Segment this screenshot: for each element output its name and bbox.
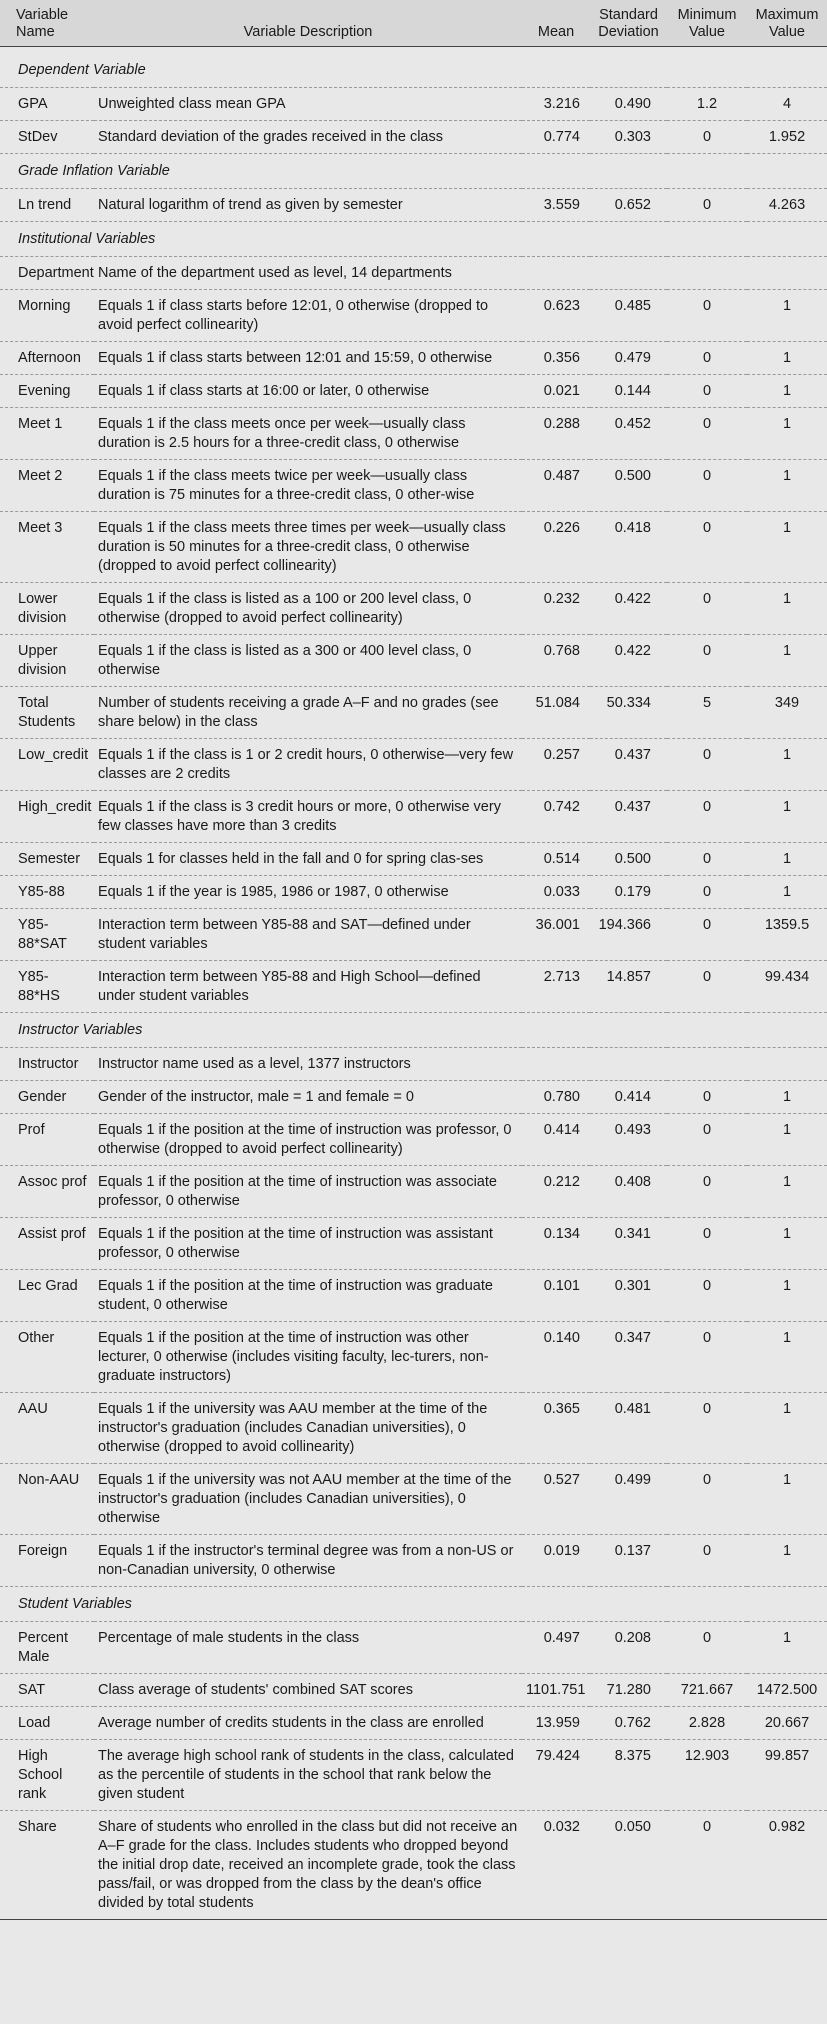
maximum-value-cell: 1359.5 — [747, 909, 827, 961]
variable-name-cell: Y85-88*HS — [0, 961, 94, 1013]
standard-deviation-cell: 0.437 — [590, 791, 667, 843]
variable-name-cell: Upper division — [0, 635, 94, 687]
minimum-value-cell: 0 — [667, 739, 747, 791]
maximum-value-cell: 1 — [747, 1322, 827, 1393]
standard-deviation-cell: 0.762 — [590, 1707, 667, 1740]
maximum-value-cell: 1 — [747, 1218, 827, 1270]
variable-description-cell: Average number of credits students in the class are enrolled — [94, 1707, 522, 1740]
mean-cell: 0.768 — [522, 635, 590, 687]
minimum-value-cell — [667, 257, 747, 290]
variable-description-cell: Interaction term between Y85-88 and SAT—defined under student variables — [94, 909, 522, 961]
variable-name-cell: Department — [0, 257, 94, 290]
section-row — [0, 154, 827, 189]
minimum-value-cell: 0 — [667, 961, 747, 1013]
maximum-value-cell: 1 — [747, 635, 827, 687]
standard-deviation-cell: 0.208 — [590, 1622, 667, 1674]
maximum-value-cell: 1 — [747, 408, 827, 460]
maximum-value-cell: 349 — [747, 687, 827, 739]
minimum-value-cell: 0 — [667, 189, 747, 222]
maximum-value-cell: 1 — [747, 1622, 827, 1674]
header-row — [0, 0, 827, 47]
variable-name-cell: Other — [0, 1322, 94, 1393]
maximum-value-cell: 1 — [747, 583, 827, 635]
variable-description-cell: Equals 1 if the class meets three times per week—usually class duration is 50 minutes for a three-credit class, 0 otherwise (dropped to avoid perfect collinearity) — [94, 512, 522, 583]
header-standard-deviation: Standard Deviation — [590, 0, 667, 47]
maximum-value-cell: 20.667 — [747, 1707, 827, 1740]
maximum-value-cell: 4 — [747, 88, 827, 121]
table-row — [0, 909, 827, 961]
section-title: Institutional Variables — [0, 222, 827, 257]
mean-cell: 0.257 — [522, 739, 590, 791]
minimum-value-cell: 0 — [667, 290, 747, 342]
variable-name-cell: Share — [0, 1811, 94, 1920]
header-minimum-value: Minimum Value — [667, 0, 747, 47]
table-row — [0, 1622, 827, 1674]
variable-name-cell: Prof — [0, 1114, 94, 1166]
table-row — [0, 687, 827, 739]
table-row — [0, 1707, 827, 1740]
standard-deviation-cell: 0.408 — [590, 1166, 667, 1218]
minimum-value-cell: 0 — [667, 342, 747, 375]
header-variable-name: Variable Name — [0, 0, 94, 47]
mean-cell: 0.140 — [522, 1322, 590, 1393]
standard-deviation-cell: 194.366 — [590, 909, 667, 961]
table-row — [0, 739, 827, 791]
minimum-value-cell: 0 — [667, 512, 747, 583]
minimum-value-cell: 0 — [667, 460, 747, 512]
table-row — [0, 1811, 827, 1920]
section-row — [0, 1587, 827, 1622]
maximum-value-cell: 99.857 — [747, 1740, 827, 1811]
variable-description-cell: Standard deviation of the grades received in the class — [94, 121, 522, 154]
maximum-value-cell: 0.982 — [747, 1811, 827, 1920]
standard-deviation-cell: 14.857 — [590, 961, 667, 1013]
minimum-value-cell: 0 — [667, 1166, 747, 1218]
mean-cell: 0.134 — [522, 1218, 590, 1270]
variable-description-cell: Gender of the instructor, male = 1 and female = 0 — [94, 1081, 522, 1114]
standard-deviation-cell: 8.375 — [590, 1740, 667, 1811]
maximum-value-cell: 1 — [747, 791, 827, 843]
variable-description-cell: Equals 1 if the position at the time of instruction was associate professor, 0 otherwise — [94, 1166, 522, 1218]
mean-cell: 13.959 — [522, 1707, 590, 1740]
minimum-value-cell: 12.903 — [667, 1740, 747, 1811]
variable-description-cell: Equals 1 if the instructor's terminal degree was from a non-US or non-Canadian university, 0 otherwise — [94, 1535, 522, 1587]
section-row — [0, 47, 827, 88]
table-row — [0, 512, 827, 583]
variable-name-cell: Y85-88 — [0, 876, 94, 909]
table-row — [0, 1114, 827, 1166]
table-row — [0, 88, 827, 121]
mean-cell: 0.019 — [522, 1535, 590, 1587]
variable-description-cell: The average high school rank of students in the class, calculated as the percentile of students in the school that rank below the given student — [94, 1740, 522, 1811]
table-row — [0, 1322, 827, 1393]
header-variable-description: Variable Description — [94, 0, 522, 47]
variable-name-cell: Lower division — [0, 583, 94, 635]
header-maximum-value: Maximum Value — [747, 0, 827, 47]
section-title: Dependent Variable — [0, 47, 827, 88]
variable-description-cell: Equals 1 if the class meets once per week—usually class duration is 2.5 hours for a three-credit class, 0 otherwise — [94, 408, 522, 460]
variable-description-cell: Equals 1 if class starts between 12:01 and 15:59, 0 otherwise — [94, 342, 522, 375]
table-row — [0, 1166, 827, 1218]
standard-deviation-cell: 0.479 — [590, 342, 667, 375]
variable-description-cell: Equals 1 for classes held in the fall and 0 for spring clas-ses — [94, 843, 522, 876]
mean-cell — [522, 257, 590, 290]
mean-cell: 0.101 — [522, 1270, 590, 1322]
section-title: Grade Inflation Variable — [0, 154, 827, 189]
variable-name-cell: Gender — [0, 1081, 94, 1114]
variable-description-cell: Equals 1 if the class is 3 credit hours or more, 0 otherwise very few classes have more than 3 credits — [94, 791, 522, 843]
mean-cell: 51.084 — [522, 687, 590, 739]
variable-name-cell: Meet 2 — [0, 460, 94, 512]
mean-cell: 0.032 — [522, 1811, 590, 1920]
variable-name-cell: Assist prof — [0, 1218, 94, 1270]
table-row — [0, 1464, 827, 1535]
maximum-value-cell: 1 — [747, 512, 827, 583]
standard-deviation-cell — [590, 1048, 667, 1081]
mean-cell: 0.288 — [522, 408, 590, 460]
mean-cell: 0.780 — [522, 1081, 590, 1114]
variable-name-cell: Semester — [0, 843, 94, 876]
variable-name-cell: Meet 3 — [0, 512, 94, 583]
minimum-value-cell: 0 — [667, 1535, 747, 1587]
minimum-value-cell: 0 — [667, 1114, 747, 1166]
standard-deviation-cell: 0.179 — [590, 876, 667, 909]
variable-name-cell: Low_credit — [0, 739, 94, 791]
maximum-value-cell: 1 — [747, 1535, 827, 1587]
maximum-value-cell: 1 — [747, 1166, 827, 1218]
maximum-value-cell: 1 — [747, 342, 827, 375]
table-row — [0, 1393, 827, 1464]
maximum-value-cell: 1 — [747, 290, 827, 342]
standard-deviation-cell: 0.050 — [590, 1811, 667, 1920]
mean-cell: 0.623 — [522, 290, 590, 342]
maximum-value-cell: 4.263 — [747, 189, 827, 222]
standard-deviation-cell: 0.452 — [590, 408, 667, 460]
maximum-value-cell: 1 — [747, 739, 827, 791]
standard-deviation-cell: 0.490 — [590, 88, 667, 121]
standard-deviation-cell: 0.437 — [590, 739, 667, 791]
maximum-value-cell: 1 — [747, 843, 827, 876]
variable-name-cell: Non-AAU — [0, 1464, 94, 1535]
mean-cell: 2.713 — [522, 961, 590, 1013]
minimum-value-cell: 0 — [667, 1322, 747, 1393]
mean-cell: 0.774 — [522, 121, 590, 154]
variable-description-cell: Name of the department used as level, 14 departments — [94, 257, 522, 290]
maximum-value-cell: 1 — [747, 1393, 827, 1464]
mean-cell: 0.232 — [522, 583, 590, 635]
section-title: Student Variables — [0, 1587, 827, 1622]
minimum-value-cell: 0 — [667, 1464, 747, 1535]
minimum-value-cell: 0 — [667, 583, 747, 635]
variable-description-cell: Percentage of male students in the class — [94, 1622, 522, 1674]
variable-name-cell: Meet 1 — [0, 408, 94, 460]
table-row — [0, 257, 827, 290]
mean-cell: 0.527 — [522, 1464, 590, 1535]
maximum-value-cell — [747, 257, 827, 290]
standard-deviation-cell: 0.485 — [590, 290, 667, 342]
table-row — [0, 635, 827, 687]
variable-name-cell: Afternoon — [0, 342, 94, 375]
mean-cell: 79.424 — [522, 1740, 590, 1811]
variable-name-cell: SAT — [0, 1674, 94, 1707]
variable-name-cell: Morning — [0, 290, 94, 342]
standard-deviation-cell: 0.418 — [590, 512, 667, 583]
minimum-value-cell: 0 — [667, 1218, 747, 1270]
variable-description-cell: Equals 1 if the year is 1985, 1986 or 1987, 0 otherwise — [94, 876, 522, 909]
table-row — [0, 1048, 827, 1081]
table-row — [0, 876, 827, 909]
minimum-value-cell: 0 — [667, 375, 747, 408]
variable-name-cell: High_credit — [0, 791, 94, 843]
mean-cell: 0.414 — [522, 1114, 590, 1166]
table-row — [0, 342, 827, 375]
standard-deviation-cell: 0.144 — [590, 375, 667, 408]
minimum-value-cell: 0 — [667, 635, 747, 687]
standard-deviation-cell: 0.499 — [590, 1464, 667, 1535]
standard-deviation-cell: 0.347 — [590, 1322, 667, 1393]
variable-name-cell: Assoc prof — [0, 1166, 94, 1218]
table-row — [0, 460, 827, 512]
maximum-value-cell: 1 — [747, 375, 827, 408]
table-row — [0, 375, 827, 408]
maximum-value-cell: 1 — [747, 1464, 827, 1535]
variable-name-cell: Total Students — [0, 687, 94, 739]
minimum-value-cell: 0 — [667, 1270, 747, 1322]
maximum-value-cell: 1 — [747, 1081, 827, 1114]
standard-deviation-cell: 0.137 — [590, 1535, 667, 1587]
section-title: Instructor Variables — [0, 1013, 827, 1048]
table-row — [0, 1674, 827, 1707]
variable-name-cell: Y85-88*SAT — [0, 909, 94, 961]
standard-deviation-cell: 71.280 — [590, 1674, 667, 1707]
variable-description-cell: Equals 1 if the class meets twice per week—usually class duration is 75 minutes for a three-credit class, 0 other-wise — [94, 460, 522, 512]
mean-cell — [522, 1048, 590, 1081]
mean-cell: 0.356 — [522, 342, 590, 375]
table-row — [0, 1081, 827, 1114]
standard-deviation-cell: 0.652 — [590, 189, 667, 222]
standard-deviation-cell: 50.334 — [590, 687, 667, 739]
maximum-value-cell: 1 — [747, 1114, 827, 1166]
minimum-value-cell: 721.667 — [667, 1674, 747, 1707]
standard-deviation-cell: 0.301 — [590, 1270, 667, 1322]
variable-name-cell: Ln trend — [0, 189, 94, 222]
maximum-value-cell — [747, 1048, 827, 1081]
section-row — [0, 222, 827, 257]
mean-cell: 0.742 — [522, 791, 590, 843]
variable-name-cell: GPA — [0, 88, 94, 121]
minimum-value-cell: 0 — [667, 909, 747, 961]
section-row — [0, 1013, 827, 1048]
standard-deviation-cell — [590, 257, 667, 290]
minimum-value-cell: 0 — [667, 791, 747, 843]
mean-cell: 0.514 — [522, 843, 590, 876]
minimum-value-cell: 0 — [667, 1622, 747, 1674]
standard-deviation-cell: 0.414 — [590, 1081, 667, 1114]
variable-name-cell: Lec Grad — [0, 1270, 94, 1322]
maximum-value-cell: 1 — [747, 876, 827, 909]
minimum-value-cell: 0 — [667, 843, 747, 876]
mean-cell: 0.033 — [522, 876, 590, 909]
standard-deviation-cell: 0.341 — [590, 1218, 667, 1270]
standard-deviation-cell: 0.500 — [590, 843, 667, 876]
variable-name-cell: StDev — [0, 121, 94, 154]
table-row — [0, 843, 827, 876]
variable-description-cell: Class average of students' combined SAT scores — [94, 1674, 522, 1707]
table-row — [0, 121, 827, 154]
header-mean: Mean — [522, 0, 590, 47]
table-row — [0, 290, 827, 342]
table-row — [0, 791, 827, 843]
minimum-value-cell: 0 — [667, 121, 747, 154]
table-body — [0, 47, 827, 1920]
standard-deviation-cell: 0.422 — [590, 583, 667, 635]
variable-description-cell: Unweighted class mean GPA — [94, 88, 522, 121]
variable-name-cell: Percent Male — [0, 1622, 94, 1674]
variable-description-cell: Equals 1 if the class is 1 or 2 credit hours, 0 otherwise—very few classes are 2 credits — [94, 739, 522, 791]
mean-cell: 0.487 — [522, 460, 590, 512]
variable-description-cell: Equals 1 if the position at the time of instruction was graduate student, 0 otherwise — [94, 1270, 522, 1322]
variable-description-cell: Natural logarithm of trend as given by semester — [94, 189, 522, 222]
minimum-value-cell: 0 — [667, 1393, 747, 1464]
mean-cell: 3.216 — [522, 88, 590, 121]
mean-cell: 0.226 — [522, 512, 590, 583]
mean-cell: 0.212 — [522, 1166, 590, 1218]
variable-name-cell: AAU — [0, 1393, 94, 1464]
mean-cell: 3.559 — [522, 189, 590, 222]
table-row — [0, 961, 827, 1013]
mean-cell: 0.021 — [522, 375, 590, 408]
minimum-value-cell: 0 — [667, 1081, 747, 1114]
variable-name-cell: High School rank — [0, 1740, 94, 1811]
minimum-value-cell: 0 — [667, 408, 747, 460]
standard-deviation-cell: 0.500 — [590, 460, 667, 512]
variable-description-cell: Equals 1 if class starts before 12:01, 0 otherwise (dropped to avoid perfect collinearity) — [94, 290, 522, 342]
standard-deviation-cell: 0.481 — [590, 1393, 667, 1464]
table-row — [0, 408, 827, 460]
mean-cell: 36.001 — [522, 909, 590, 961]
variable-description-cell: Instructor name used as a level, 1377 instructors — [94, 1048, 522, 1081]
minimum-value-cell: 2.828 — [667, 1707, 747, 1740]
minimum-value-cell: 5 — [667, 687, 747, 739]
variable-description-cell: Share of students who enrolled in the class but did not receive an A–F grade for the class. Includes students who dropped beyond the initial drop date, received an incomplete grade, took the class pass/fail, or was dropped from the class by the dean's office divided by total students — [94, 1811, 522, 1920]
minimum-value-cell — [667, 1048, 747, 1081]
maximum-value-cell: 1.952 — [747, 121, 827, 154]
variable-description-cell: Number of students receiving a grade A–F and no grades (see share below) in the class — [94, 687, 522, 739]
minimum-value-cell: 0 — [667, 1811, 747, 1920]
table-row — [0, 1270, 827, 1322]
variable-name-cell: Load — [0, 1707, 94, 1740]
table-row — [0, 189, 827, 222]
variable-name-cell: Instructor — [0, 1048, 94, 1081]
variable-name-cell: Foreign — [0, 1535, 94, 1587]
mean-cell: 1101.751 — [522, 1674, 590, 1707]
table-row — [0, 1218, 827, 1270]
maximum-value-cell: 1 — [747, 460, 827, 512]
variable-description-cell: Interaction term between Y85-88 and High School—defined under student variables — [94, 961, 522, 1013]
minimum-value-cell: 1.2 — [667, 88, 747, 121]
mean-cell: 0.497 — [522, 1622, 590, 1674]
standard-deviation-cell: 0.422 — [590, 635, 667, 687]
maximum-value-cell: 99.434 — [747, 961, 827, 1013]
table-row — [0, 1535, 827, 1587]
variable-description-cell: Equals 1 if the class is listed as a 300 or 400 level class, 0 otherwise — [94, 635, 522, 687]
variable-description-cell: Equals 1 if the position at the time of instruction was other lecturer, 0 otherwise (includes visiting faculty, lec-turers, non-graduate instructors) — [94, 1322, 522, 1393]
table-row — [0, 1740, 827, 1811]
standard-deviation-cell: 0.303 — [590, 121, 667, 154]
variable-description-cell: Equals 1 if the position at the time of instruction was assistant professor, 0 otherwise — [94, 1218, 522, 1270]
variable-description-cell: Equals 1 if the class is listed as a 100 or 200 level class, 0 otherwise (dropped to avoid perfect collinearity) — [94, 583, 522, 635]
variable-description-cell: Equals 1 if the university was AAU member at the time of the instructor's graduation (includes Canadian universities), 0 otherwise (dropped to avoid collinearity) — [94, 1393, 522, 1464]
table-row — [0, 583, 827, 635]
mean-cell: 0.365 — [522, 1393, 590, 1464]
maximum-value-cell: 1472.500 — [747, 1674, 827, 1707]
table-header — [0, 0, 827, 47]
minimum-value-cell: 0 — [667, 876, 747, 909]
maximum-value-cell: 1 — [747, 1270, 827, 1322]
variable-name-cell: Evening — [0, 375, 94, 408]
variable-description-cell: Equals 1 if class starts at 16:00 or later, 0 otherwise — [94, 375, 522, 408]
variable-description-cell: Equals 1 if the position at the time of instruction was professor, 0 otherwise (dropped to avoid perfect collinearity) — [94, 1114, 522, 1166]
variable-description-cell: Equals 1 if the university was not AAU member at the time of the instructor's graduation (includes Canadian universities), 0 otherwise — [94, 1464, 522, 1535]
standard-deviation-cell: 0.493 — [590, 1114, 667, 1166]
